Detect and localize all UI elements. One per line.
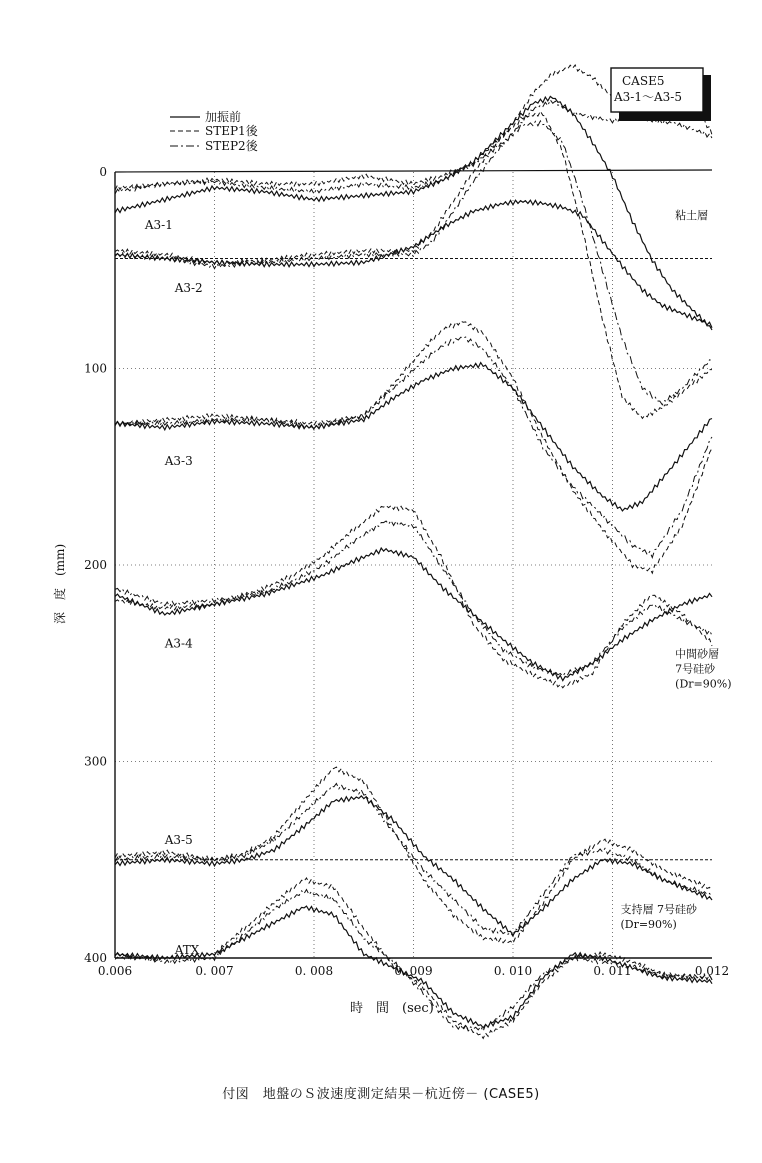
y-tick-label: 300 bbox=[84, 754, 107, 769]
x-tick-label: 0. 010 bbox=[493, 964, 533, 978]
x-axis-title: 時 間 (sec) bbox=[350, 1001, 434, 1016]
top-axis-line bbox=[115, 170, 712, 172]
y-tick-label: 100 bbox=[84, 361, 107, 376]
sensor-label: A3-3 bbox=[164, 453, 193, 468]
series-line-a3-3-dashed bbox=[115, 321, 712, 573]
sensor-labels bbox=[144, 218, 203, 957]
legend-label-1: STEP1後 bbox=[205, 124, 258, 138]
x-tick-label: 0. 007 bbox=[195, 964, 234, 978]
x-tick-label: 0. 008 bbox=[294, 964, 334, 978]
legend bbox=[170, 109, 259, 153]
layer-labels bbox=[620, 208, 731, 931]
figure-caption: 付図 地盤のＳ波速度測定結果－杭近傍－ (CASE5) bbox=[222, 1087, 540, 1102]
x-tick-label: 0.012 bbox=[694, 964, 730, 978]
case-box-title: CASE5 bbox=[622, 74, 665, 88]
x-tick-label: 0.006 bbox=[97, 964, 133, 978]
sensor-label: A3-4 bbox=[164, 636, 193, 651]
case-box-subtitle: A3-1～A3-5 bbox=[614, 90, 682, 104]
y-axis-title: 深 度 (mm) bbox=[53, 543, 67, 624]
y-tick-label: 0 bbox=[99, 165, 107, 179]
layer-label: 中間砂層 bbox=[675, 647, 720, 661]
y-tick-label: 200 bbox=[84, 558, 107, 572]
y-tick-label: 400 bbox=[84, 951, 107, 965]
layer-label: 7号硅砂 bbox=[675, 662, 716, 676]
case-box bbox=[611, 68, 711, 121]
sensor-label: A3-2 bbox=[174, 280, 203, 295]
layer-label: 支持層 7号硅砂 bbox=[620, 902, 697, 916]
sensor-label: ATX bbox=[174, 943, 200, 958]
legend-label-2: STEP2後 bbox=[205, 139, 258, 153]
sensor-label: A3-1 bbox=[144, 218, 173, 233]
x-tick-label: 0. 011 bbox=[593, 964, 632, 978]
layer-label: 粘土層 bbox=[675, 209, 709, 223]
layer-label: (Dr=90%) bbox=[675, 677, 732, 691]
grid bbox=[115, 172, 712, 958]
x-tick-label: 0. 009 bbox=[394, 964, 433, 978]
legend-label-0: 加振前 bbox=[205, 110, 242, 124]
layer-label: (Dr=90%) bbox=[620, 917, 677, 931]
sensor-label: A3-5 bbox=[164, 833, 193, 848]
